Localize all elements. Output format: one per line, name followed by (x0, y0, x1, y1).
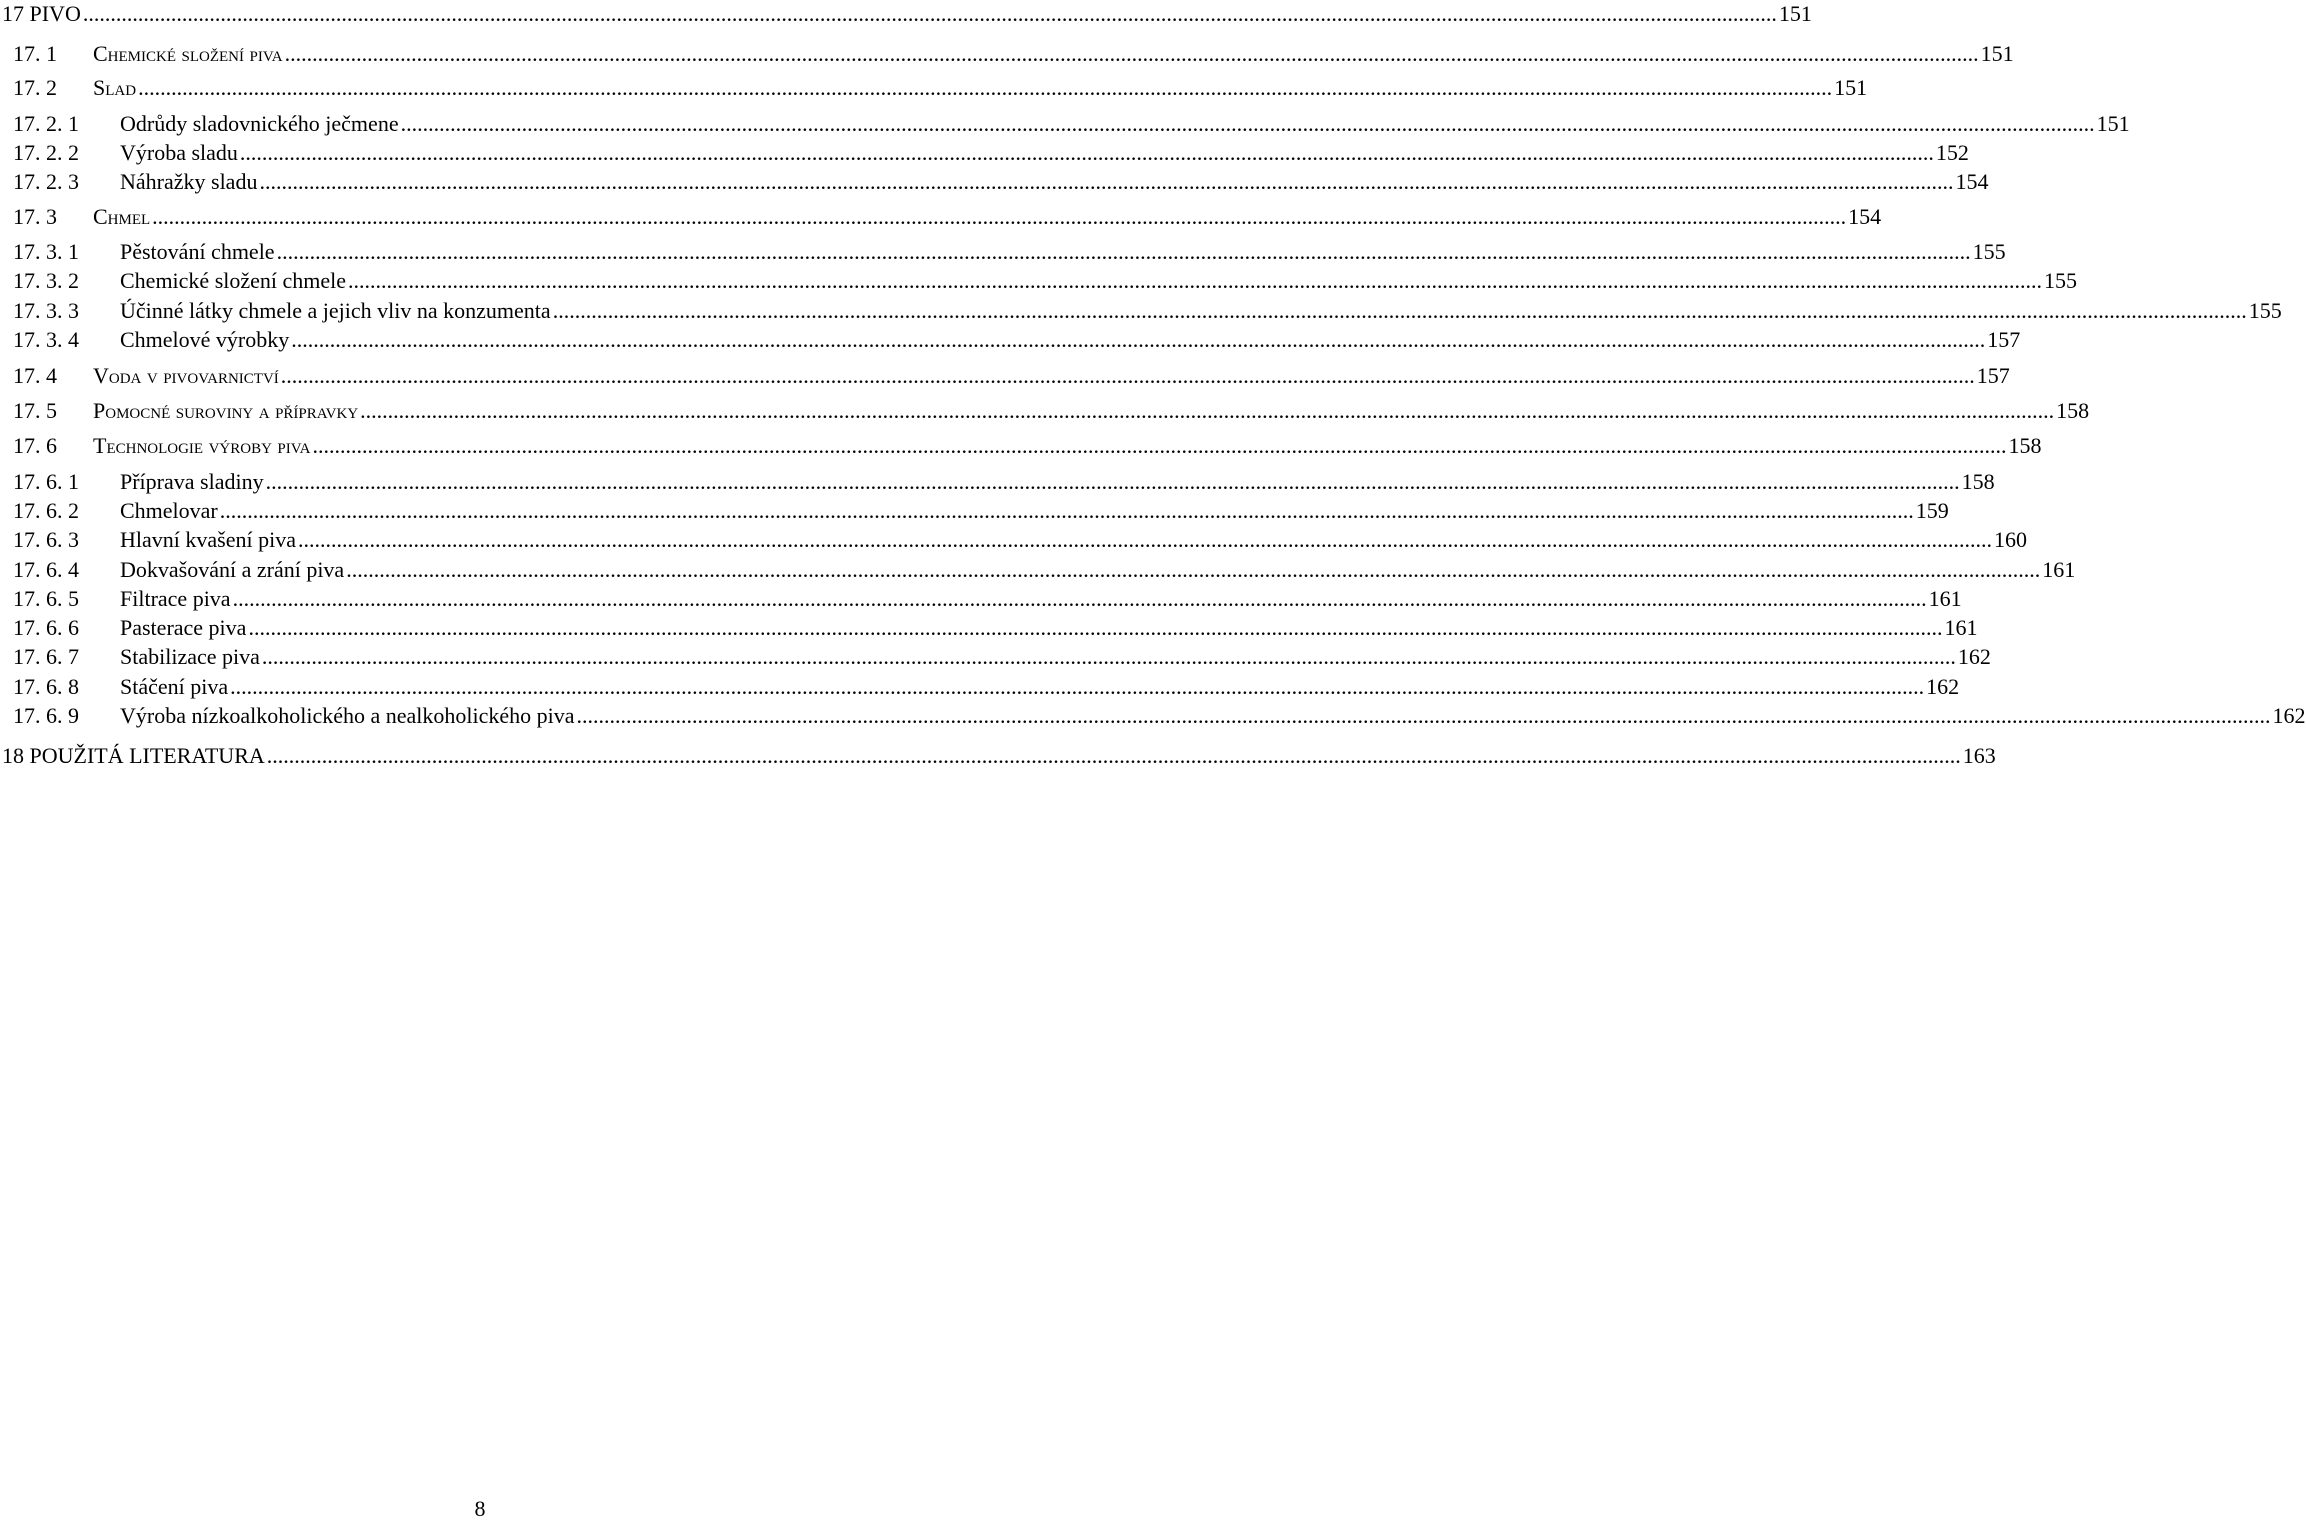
toc-row[interactable] (0, 643, 1991, 671)
toc-number: 17. 3. 1 (13, 239, 79, 264)
toc-leader (277, 238, 1971, 266)
toc-row[interactable] (0, 203, 1882, 231)
toc-number: 17. 2. 1 (13, 111, 79, 136)
toc-title: Výroba sladu (120, 140, 238, 165)
toc-number: 17. 6. 6 (13, 615, 79, 640)
toc-number: 17. 2. 2 (13, 140, 79, 165)
toc-row[interactable] (0, 742, 1996, 770)
toc-row[interactable] (0, 432, 2042, 460)
toc-page: 151 (1778, 1, 1812, 26)
toc-row[interactable] (0, 238, 2006, 266)
toc-page: 162 (1926, 674, 1960, 699)
toc-row[interactable] (0, 556, 2076, 584)
toc-row[interactable] (0, 267, 2078, 295)
toc-number: 17. 3. 2 (13, 268, 79, 293)
toc-title: Filtrace piva (120, 586, 231, 611)
toc-title: Náhražky sladu (120, 169, 258, 194)
toc-row[interactable] (0, 362, 2010, 390)
toc-title: Výroba nízkoalkoholického a nealkoholického piva (120, 703, 575, 728)
toc-title: Chmel (93, 204, 151, 229)
toc-number: 17. 6. 2 (13, 498, 79, 523)
toc-row[interactable] (0, 139, 1969, 167)
toc-page: 157 (1987, 327, 2021, 352)
toc-number: 17. 3 (13, 204, 57, 229)
toc-page: 161 (1928, 586, 1962, 611)
toc-number: 17. 4 (13, 363, 57, 388)
toc-leader (262, 643, 1956, 671)
toc-page: 160 (1993, 527, 2027, 552)
toc-leader (360, 397, 2054, 425)
toc-title: Chemické složení piva (93, 41, 283, 66)
toc-row[interactable] (0, 326, 2021, 354)
toc-title: Stáčení piva (120, 674, 229, 699)
toc-leader (230, 673, 1924, 701)
toc-number: 17. 6. 3 (13, 527, 79, 552)
toc-row[interactable] (0, 0, 1812, 28)
toc-title: Účinné látky chmele a jejich vliv na konzumenta (120, 298, 551, 323)
toc-leader (553, 297, 2247, 325)
toc-page: 158 (2008, 433, 2042, 458)
toc-page: 162 (1957, 644, 1991, 669)
toc-row[interactable] (0, 297, 2282, 325)
toc-row[interactable] (0, 702, 2306, 730)
toc-number: 17. 6. 5 (13, 586, 79, 611)
toc-page: 154 (1848, 204, 1882, 229)
toc-page: 155 (1972, 239, 2006, 264)
toc-page: 155 (2044, 268, 2078, 293)
toc-title: Dokvašování a zrání piva (120, 557, 345, 582)
toc-row[interactable] (0, 468, 1995, 496)
toc-row[interactable] (0, 497, 1949, 525)
toc-row[interactable] (0, 614, 1978, 642)
toc-title: Chmelové výrobky (120, 327, 290, 352)
toc-leader (83, 0, 1777, 28)
toc-title: Pasterace piva (120, 615, 247, 640)
toc-row[interactable] (0, 74, 1868, 102)
toc-leader (401, 110, 2095, 138)
toc-leader (291, 326, 1985, 354)
toc-chapter-title: 18 POUŽITÁ LITERATURA (2, 743, 265, 768)
toc-row[interactable] (0, 40, 2014, 68)
toc-title: Příprava sladiny (120, 469, 264, 494)
toc-leader (240, 139, 1934, 167)
toc-page: 158 (1961, 469, 1995, 494)
toc-number: 17. 6 (13, 433, 57, 458)
toc-leader (313, 432, 2007, 460)
toc-number: 17. 6. 9 (13, 703, 79, 728)
toc-number: 17. 6. 7 (13, 644, 79, 669)
toc-title: Stabilizace piva (120, 644, 260, 669)
toc-page: 151 (1980, 41, 2014, 66)
toc-leader (259, 168, 1953, 196)
toc-title: Pěstování chmele (120, 239, 275, 264)
toc-page: 162 (2272, 703, 2306, 728)
toc-leader (298, 526, 1992, 554)
toc-number: 17. 6. 8 (13, 674, 79, 699)
toc-number: 17. 3. 4 (13, 327, 79, 352)
toc-chapter-title: 17 PIVO (2, 1, 81, 26)
toc-page: 163 (1962, 743, 1996, 768)
toc-page: 158 (2056, 398, 2090, 423)
toc-page: 151 (2096, 111, 2130, 136)
toc-number: 17. 3. 3 (13, 298, 79, 323)
toc-number: 17. 5 (13, 398, 57, 423)
toc-page: 159 (1915, 498, 1949, 523)
toc-title: Pomocné suroviny a přípravky (93, 398, 359, 423)
toc-title: Chemické složení chmele (120, 268, 347, 293)
toc-leader (285, 40, 1979, 68)
toc-leader (138, 74, 1832, 102)
toc-page: 157 (1976, 363, 2010, 388)
toc-row[interactable] (0, 585, 1962, 613)
toc-title: Hlavní kvašení piva (120, 527, 296, 552)
toc-number: 17. 6. 4 (13, 557, 79, 582)
toc-number: 17. 6. 1 (13, 469, 79, 494)
toc-page: 154 (1955, 169, 1989, 194)
toc-leader (152, 203, 1846, 231)
toc-row[interactable] (0, 110, 2130, 138)
toc-number: 17. 2 (13, 75, 57, 100)
toc-page: 155 (2248, 298, 2282, 323)
toc-title: Slad (93, 75, 137, 100)
toc-page: 161 (2042, 557, 2076, 582)
toc-leader (220, 497, 1914, 525)
toc-leader (267, 742, 1961, 770)
toc-leader (346, 556, 2040, 584)
toc-title: Voda v pivovarnictví (93, 363, 279, 388)
toc-row[interactable] (0, 168, 1989, 196)
toc-leader (281, 362, 1975, 390)
toc-page: 151 (1834, 75, 1868, 100)
toc-leader (577, 702, 2271, 730)
page-number: 8 (474, 1496, 486, 1521)
toc-title: Chmelovar (120, 498, 218, 523)
toc-row[interactable] (0, 397, 2090, 425)
toc-title: Odrůdy sladovnického ječmene (120, 111, 399, 136)
toc-number: 17. 2. 3 (13, 169, 79, 194)
toc-leader (233, 585, 1927, 613)
toc-row[interactable] (0, 673, 1960, 701)
toc-leader (348, 267, 2042, 295)
toc-leader (248, 614, 1942, 642)
toc-row[interactable] (0, 526, 2027, 554)
toc-page: 161 (1944, 615, 1978, 640)
toc-number: 17. 1 (13, 41, 57, 66)
toc-leader (266, 468, 1960, 496)
toc-page: 152 (1935, 140, 1969, 165)
toc-title: Technologie výroby piva (93, 433, 311, 458)
